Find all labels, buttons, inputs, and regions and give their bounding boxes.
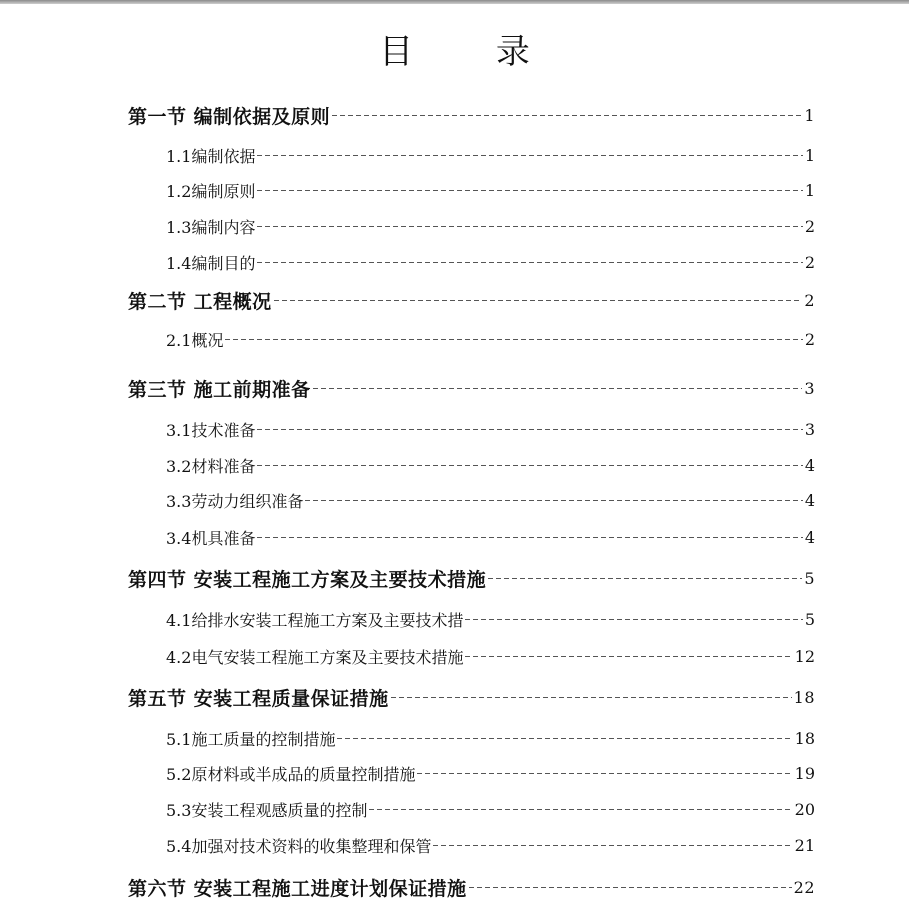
toc-subsection-entry[interactable] — [166, 795, 815, 823]
toc-entry-label: 第二节 工程概况 — [128, 290, 272, 313]
toc-page-number: 4 — [804, 490, 815, 510]
toc-entry-label: 3.3劳动力组织准备 — [166, 491, 304, 511]
toc-page-number: 3 — [804, 419, 815, 439]
toc-page-number: 4 — [804, 527, 815, 547]
toc-dot-leader — [305, 500, 802, 501]
toc-subsection-entry[interactable] — [166, 141, 815, 169]
toc-page-number: 2 — [804, 290, 815, 310]
toc-dot-leader — [257, 155, 802, 156]
toc-subsection-entry[interactable] — [166, 523, 815, 551]
toc-dot-leader — [417, 773, 792, 774]
toc-entry-label: 4.2电气安装工程施工方案及主要技术措施 — [166, 647, 464, 667]
toc-entry-label: 第五节 安装工程质量保证措施 — [128, 687, 389, 710]
toc-dot-leader — [257, 537, 802, 538]
toc-entry-label: 第六节 安装工程施工进度计划保证措施 — [128, 877, 467, 900]
toc-page-number: 4 — [804, 455, 815, 475]
toc-page-number: 1 — [804, 105, 815, 125]
toc-entry-label: 1.4编制目的 — [166, 253, 256, 273]
toc-dot-leader — [469, 887, 792, 888]
toc-page-number: 2 — [804, 216, 815, 236]
page-title: 目 录 — [379, 32, 566, 72]
toc-section-entry[interactable] — [128, 873, 815, 901]
toc-section-entry[interactable] — [128, 564, 815, 592]
toc-page-number: 1 — [804, 145, 815, 165]
toc-dot-leader — [488, 578, 802, 579]
toc-dot-leader — [332, 115, 802, 116]
toc-subsection-entry[interactable] — [166, 486, 815, 514]
toc-section-entry[interactable] — [128, 683, 815, 711]
toc-dot-leader — [391, 697, 792, 698]
toc-entry-label: 第四节 安装工程施工方案及主要技术措施 — [128, 568, 487, 591]
toc-page-number: 19 — [794, 763, 815, 783]
toc-subsection-entry[interactable] — [166, 451, 815, 479]
toc-subsection-entry[interactable] — [166, 212, 815, 240]
toc-entry-label: 5.1施工质量的控制措施 — [166, 729, 336, 749]
toc-page-number: 18 — [793, 687, 815, 707]
toc-dot-leader — [274, 300, 803, 301]
toc-page-number: 5 — [804, 568, 815, 588]
toc-section-entry[interactable] — [128, 286, 815, 314]
toc-page-number: 21 — [794, 835, 815, 855]
toc-page-number: 20 — [794, 799, 815, 819]
toc-dot-leader — [433, 845, 792, 846]
toc-subsection-entry[interactable] — [166, 176, 815, 204]
toc-page-number: 12 — [794, 646, 815, 666]
toc-entry-label: 5.4加强对技术资料的收集整理和保管 — [166, 836, 432, 856]
toc-subsection-entry[interactable] — [166, 415, 815, 443]
toc-entry-label: 1.2编制原则 — [166, 181, 256, 201]
toc-dot-leader — [257, 429, 802, 430]
toc-dot-leader — [337, 738, 792, 739]
toc-subsection-entry[interactable] — [166, 724, 815, 752]
toc-dot-leader — [313, 388, 803, 389]
toc-section-entry[interactable] — [128, 101, 815, 129]
toc-dot-leader — [465, 656, 792, 657]
toc-entry-label: 3.2材料准备 — [166, 456, 256, 476]
toc-entry-label: 5.2原材料或半成品的质量控制措施 — [166, 764, 416, 784]
toc-page-number: 2 — [804, 329, 815, 349]
toc-dot-leader — [225, 339, 802, 340]
toc-dot-leader — [257, 465, 802, 466]
toc-dot-leader — [465, 619, 802, 620]
toc-subsection-entry[interactable] — [166, 325, 815, 353]
toc-page-number: 1 — [804, 180, 815, 200]
toc-entry-label: 5.3安装工程观感质量的控制 — [166, 800, 368, 820]
toc-entry-label: 3.4机具准备 — [166, 528, 256, 548]
toc-subsection-entry[interactable] — [166, 831, 815, 859]
toc-subsection-entry[interactable] — [166, 642, 815, 670]
toc-subsection-entry[interactable] — [166, 248, 815, 276]
toc-page-number: 5 — [804, 609, 815, 629]
toc-dot-leader — [257, 262, 802, 263]
toc-entry-label: 1.3编制内容 — [166, 217, 256, 237]
toc-subsection-entry[interactable] — [166, 759, 815, 787]
toc-entry-label: 第三节 施工前期准备 — [128, 378, 311, 401]
toc-dot-leader — [369, 809, 792, 810]
toc-entry-label: 1.1编制依据 — [166, 146, 256, 166]
toc-entry-label: 2.1概况 — [166, 330, 224, 350]
toc-entry-label: 3.1技术准备 — [166, 420, 256, 440]
toc-page-number: 3 — [804, 378, 815, 398]
toc-subsection-entry[interactable] — [166, 605, 815, 633]
toc-entry-label: 4.1给排水安装工程施工方案及主要技术措 — [166, 610, 464, 630]
toc-dot-leader — [257, 226, 802, 227]
toc-page-number: 22 — [793, 877, 815, 897]
toc-page-number: 2 — [804, 252, 815, 272]
toc-entry-label: 第一节 编制依据及原则 — [128, 105, 331, 128]
toc-page-number: 18 — [794, 728, 815, 748]
toc-dot-leader — [257, 190, 802, 191]
toc-section-entry[interactable] — [128, 374, 815, 402]
